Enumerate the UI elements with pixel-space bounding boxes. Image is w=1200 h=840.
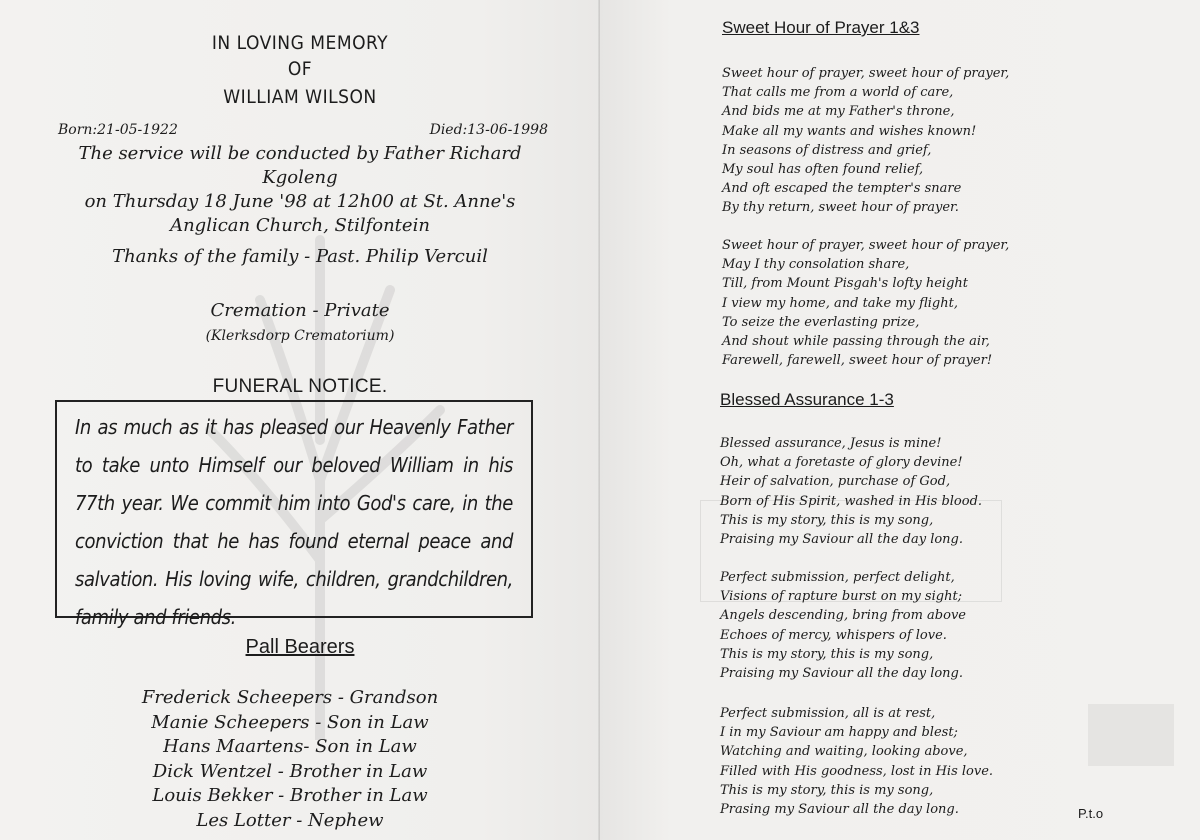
verse-line: By thy return, sweet hour of prayer. [722,200,959,216]
pall-bearers-list [100,686,480,833]
right-page [600,0,1200,840]
verse-line: Angels descending, bring from above [720,608,966,624]
verse-line: And oft escaped the tempter's snare [722,181,962,197]
verse-line: Born of His Spirit, washed in His blood. [720,493,983,509]
crematorium-line: (Klerksdorp Crematorium) [205,328,395,344]
verse-line: May I thy consolation share, [722,257,910,273]
pall-bearer: Dick Wentzel - Brother in Law [152,760,428,782]
bleed-through-stamp [1088,704,1174,766]
pall-bearer: Frederick Scheepers - Grandson [141,687,439,708]
verse-line: Filled with His goodness, lost in His love. [720,763,994,779]
cremation-line: Cremation - Private [210,300,390,321]
verse-line: Praising my Saviour all the day long. [720,532,964,548]
verse-line: Visions of rapture burst on my sight; [720,589,963,605]
service-line: The service will be conducted by Father Richard Kgoleng [78,143,522,188]
verse-line: I view my home, and take my flight, [722,295,958,311]
memorial-title-line-1: IN LOVING MEMORY [211,32,389,54]
verse-line: I in my Saviour am happy and blest; [720,725,958,741]
verse-line: Praising my Saviour all the day long. [720,666,964,682]
born-date: Born:21-05-1922 [58,122,178,138]
pall-bearer: Manie Scheepers - Son in Law [151,711,429,733]
memorial-name: WILLIAM WILSON [223,86,377,108]
verse-line: Perfect submission, perfect delight, [720,570,955,585]
funeral-notice-text: In as much as it has pleased our Heavenly Father to take unto Himself our beloved William in his 77th year. We commit him into God's care, in the conviction that he has found eternal peace and salvation. His loving wife, children, grandchildren, family and friends. [75,415,513,629]
verse-line: Watching and waiting, looking above, [720,744,968,760]
pall-bearer: Louis Bekker - Brother in Law [152,785,428,806]
verse-line: That calls me from a world of care, [722,85,954,101]
died-date: Died:13-06-1998 [429,122,548,138]
verse-line: Oh, what a foretaste of glory devine! [720,455,963,471]
service-line: Anglican Church, Stilfontein [170,215,430,236]
hymn-2-title: Blessed Assurance 1-3 [720,390,894,409]
service-details [50,142,550,238]
verse-line: Sweet hour of prayer, sweet hour of prayer, [722,66,1010,81]
hymn-1-verse-2 [722,236,1062,370]
verse-line: This is my story, this is my song, [720,646,934,662]
memorial-title-line-2: OF [287,58,313,80]
verse-line: And shout while passing through the air, [722,334,990,350]
funeral-notice-box [55,400,533,629]
verse-line: Perfect submission, all is at rest, [720,706,936,721]
verse-line: Sweet hour of prayer, sweet hour of prayer, [722,238,1010,253]
thanks-line: Thanks of the family - Past. Philip Vercuil [112,246,488,267]
verse-line: And bids me at my Father's throne, [722,104,955,120]
verse-line: This is my story, this is my song, [720,512,934,528]
verse-line: Prasing my Saviour all the day long. [720,802,959,818]
verse-line: Heir of salvation, purchase of God, [720,474,951,490]
verse-line: Blessed assurance, Jesus is mine! [720,436,942,451]
verse-line: Till, from Mount Pisgah's lofty height [722,276,968,292]
verse-line: To seize the everlasting prize, [722,314,920,330]
pall-bearer: Hans Maartens- Son in Law [163,736,417,757]
verse-line: My soul has often found relief, [722,162,924,178]
verse-line: Make all my wants and wishes known! [722,123,977,139]
service-line: on Thursday 18 June '98 at 12h00 at St. Anne's [84,191,516,212]
funeral-notice-heading: FUNERAL NOTICE. [212,376,388,397]
hymn-1-title: Sweet Hour of Prayer 1&3 [722,18,920,37]
hymn-2-verse-3 [720,704,1060,819]
pall-bearer: Les Lotter - Nephew [196,809,384,831]
hymn-2-verse-2 [720,568,1060,683]
please-turn-over-label: P.t.o [1078,806,1104,821]
hymn-2-verse-1 [720,434,1060,549]
pall-bearers-heading: Pall Bearers [245,636,355,658]
verse-line: This is my story, this is my song, [720,782,934,798]
verse-line: Farewell, farewell, sweet hour of prayer! [722,353,993,369]
hymn-1-verse-1 [722,64,1062,218]
verse-line: Echoes of mercy, whispers of love. [720,627,947,643]
verse-line: In seasons of distress and grief, [722,142,932,158]
